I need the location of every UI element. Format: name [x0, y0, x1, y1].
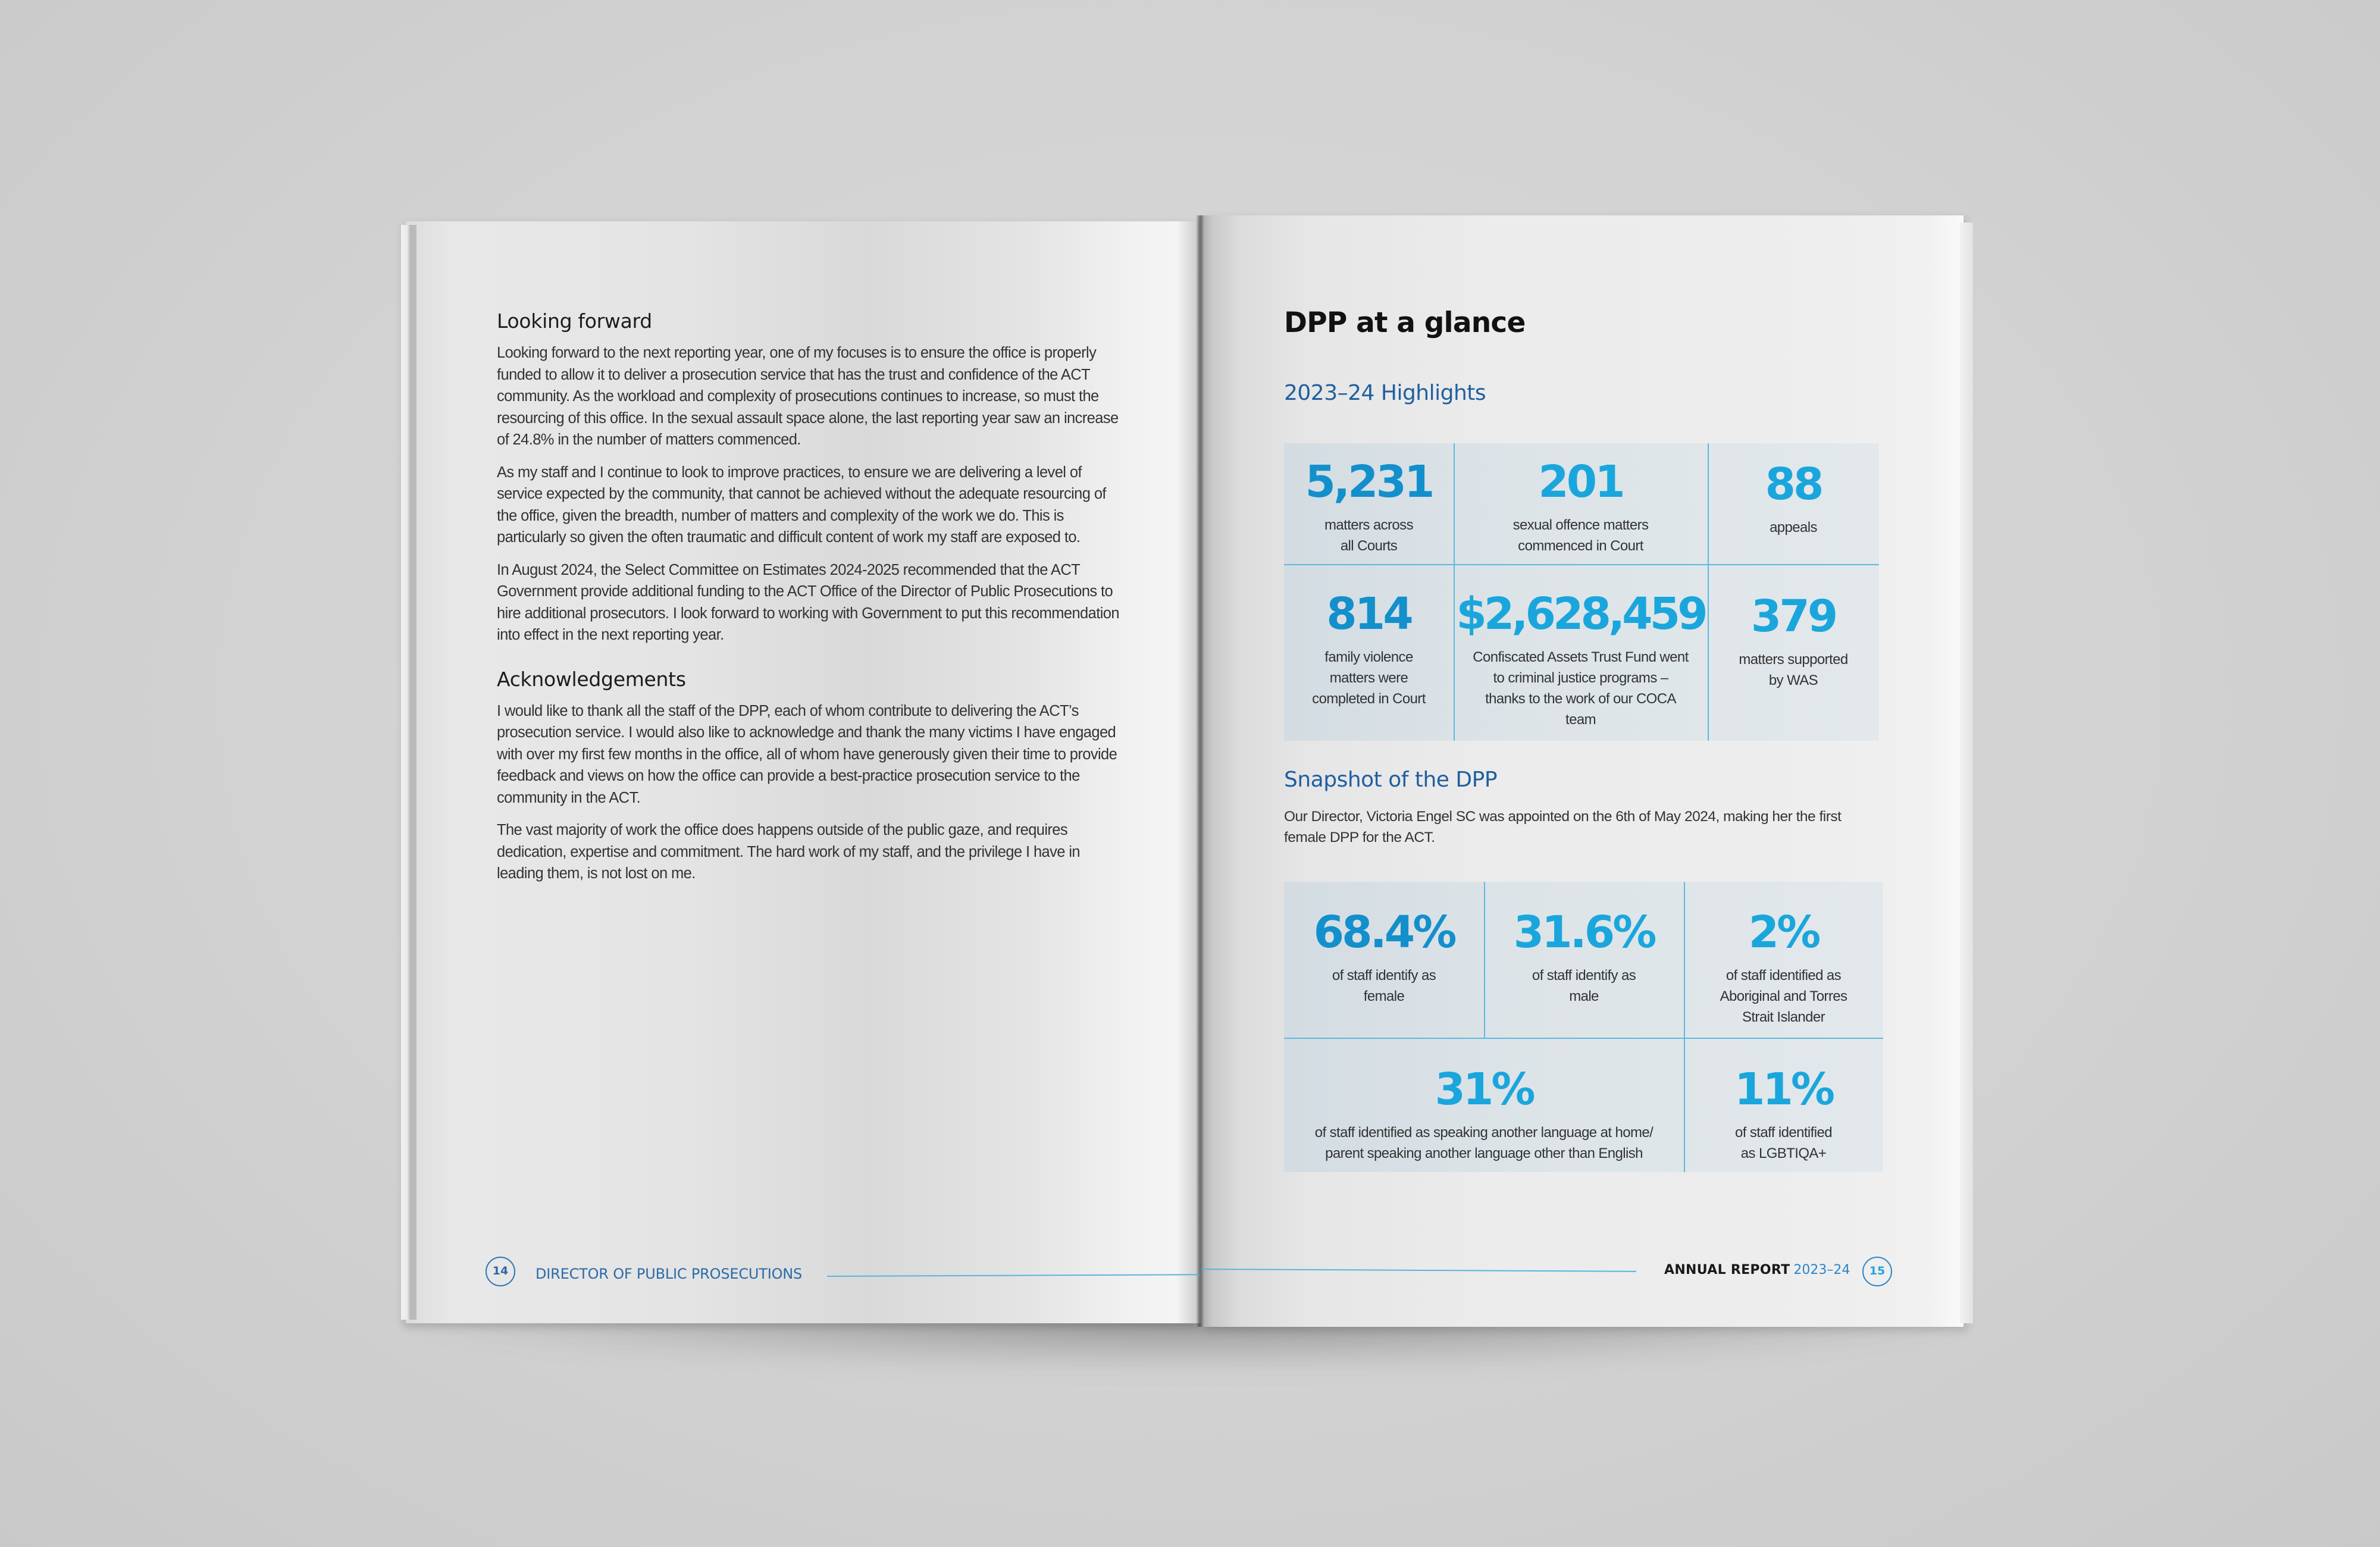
stat-value: 88	[1765, 459, 1822, 510]
stat-value: 201	[1538, 456, 1623, 508]
highlight-stat	[1284, 456, 1454, 556]
stat-value: 2%	[1748, 907, 1819, 958]
snapshot-stat	[1284, 1064, 1684, 1164]
stat-label: of staff identified as LGBTIQA+	[1735, 1125, 1832, 1161]
stat-value: 379	[1750, 591, 1836, 642]
grid-divider	[1284, 564, 1879, 565]
snapshot-heading: Snapshot of the DPP	[1284, 768, 1498, 792]
highlight-stat	[1708, 591, 1879, 691]
footer-report-label: ANNUAL REPORT	[1664, 1263, 1790, 1277]
highlight-stat	[1708, 459, 1879, 538]
paragraph: In August 2024, the Select Committee on Estimates 2024-2025 recommended that the ACT Government provide additional funding to the ACT Office of the Director of Public Prosecutions to hire additional prosecutors. I look forward to working with Government to put this recommendation into effect in the next reporting year.	[497, 561, 1119, 643]
stat-value: 11%	[1734, 1064, 1833, 1115]
footer-label-left: DIRECTOR OF PUBLIC PROSECUTIONS	[536, 1266, 803, 1282]
highlights-heading: 2023–24 Highlights	[1284, 381, 1486, 405]
paragraph: I would like to thank all the staff of the DPP, each of whom contribute to delivering the ACT’s prosecution service. I would also like to acknowledge and thank the many victims I have engaged with over my first few months in the office, all of whom have generously given their time to provide feedback and views on how the office can provide a best-practice prosecution service to the community in the ACT.	[497, 702, 1117, 806]
snapshot-stat	[1684, 1064, 1883, 1164]
stat-value: 31.6%	[1513, 907, 1655, 958]
highlight-stat	[1454, 456, 1708, 556]
stat-label: sexual offence matters commenced in Court	[1512, 517, 1649, 554]
grid-divider	[1284, 1038, 1883, 1039]
page-number-badge-left: 14	[486, 1257, 515, 1286]
highlights-grid	[1284, 443, 1879, 741]
stat-label: family violence matters were completed in Court	[1312, 649, 1426, 707]
stat-value: $2,628,459	[1456, 588, 1705, 640]
snapshot-grid	[1284, 882, 1883, 1172]
stat-value: 5,231	[1305, 456, 1433, 508]
stat-label: matters across all Courts	[1324, 517, 1413, 554]
page-title: DPP at a glance	[1284, 306, 1526, 339]
page-number-badge-right: 15	[1862, 1257, 1892, 1286]
section-heading-looking-forward: Looking forward	[497, 309, 652, 333]
stat-value: 68.4%	[1313, 907, 1455, 958]
snapshot-intro: Our Director, Victoria Engel SC was appointed on the 6th of May 2024, making her the first female DPP for the ACT.	[1284, 809, 1842, 845]
left-page-text	[497, 309, 1128, 895]
stat-label: of staff identify as female	[1332, 967, 1436, 1004]
paragraph: As my staff and I continue to look to improve practices, to ensure we are delivering a level of service expected by the community, that cannot be achieved without the adequate resourcing of the office, given the breadth, number of matters and complexity of the work we do. This is particularly so given the often traumatic and difficult content of work my staff are exposed to.	[497, 464, 1106, 546]
snapshot-stat	[1684, 907, 1883, 1028]
paragraph: Looking forward to the next reporting year, one of my focuses is to ensure the office is properly funded to allow it to deliver a prosecution service that has the trust and confidence of the ACT community. As the workload and complexity of prosecutions continues to increase, so must the resourcing of this office. In the sexual assault space alone, the last reporting year saw an increase of 24.8% in the number of matters commenced.	[497, 345, 1119, 448]
highlight-stat	[1284, 588, 1454, 709]
book-spine	[1196, 215, 1204, 1327]
snapshot-stat	[1284, 907, 1484, 1007]
paragraph: The vast majority of work the office does happens outside of the public gaze, and requires dedication, expertise and commitment. The hard work of my staff, and the privilege I have in leading them, is not lost on me.	[497, 822, 1080, 882]
stat-label: Confiscated Assets Trust Fund went to criminal justice programs – thanks to the work of our COCA team	[1473, 649, 1689, 728]
stat-label: matters supported by WAS	[1739, 652, 1848, 688]
snapshot-stat	[1484, 907, 1684, 1007]
stat-value: 814	[1326, 588, 1411, 640]
footer-report-year: 2023–24	[1793, 1263, 1850, 1277]
footer-label-right	[1664, 1263, 1850, 1277]
highlight-stat	[1454, 588, 1708, 730]
section-heading-acknowledgements: Acknowledgements	[497, 667, 686, 691]
stat-label: of staff identified as speaking another language at home/ parent speaking another language other than English	[1314, 1125, 1654, 1161]
stat-label: appeals	[1770, 519, 1817, 536]
stat-value: 31%	[1435, 1064, 1533, 1115]
page-title-block	[1284, 306, 1885, 339]
stat-label: of staff identified as Aboriginal and Torres Strait Islander	[1720, 967, 1847, 1025]
stat-label: of staff identify as male	[1532, 967, 1636, 1004]
